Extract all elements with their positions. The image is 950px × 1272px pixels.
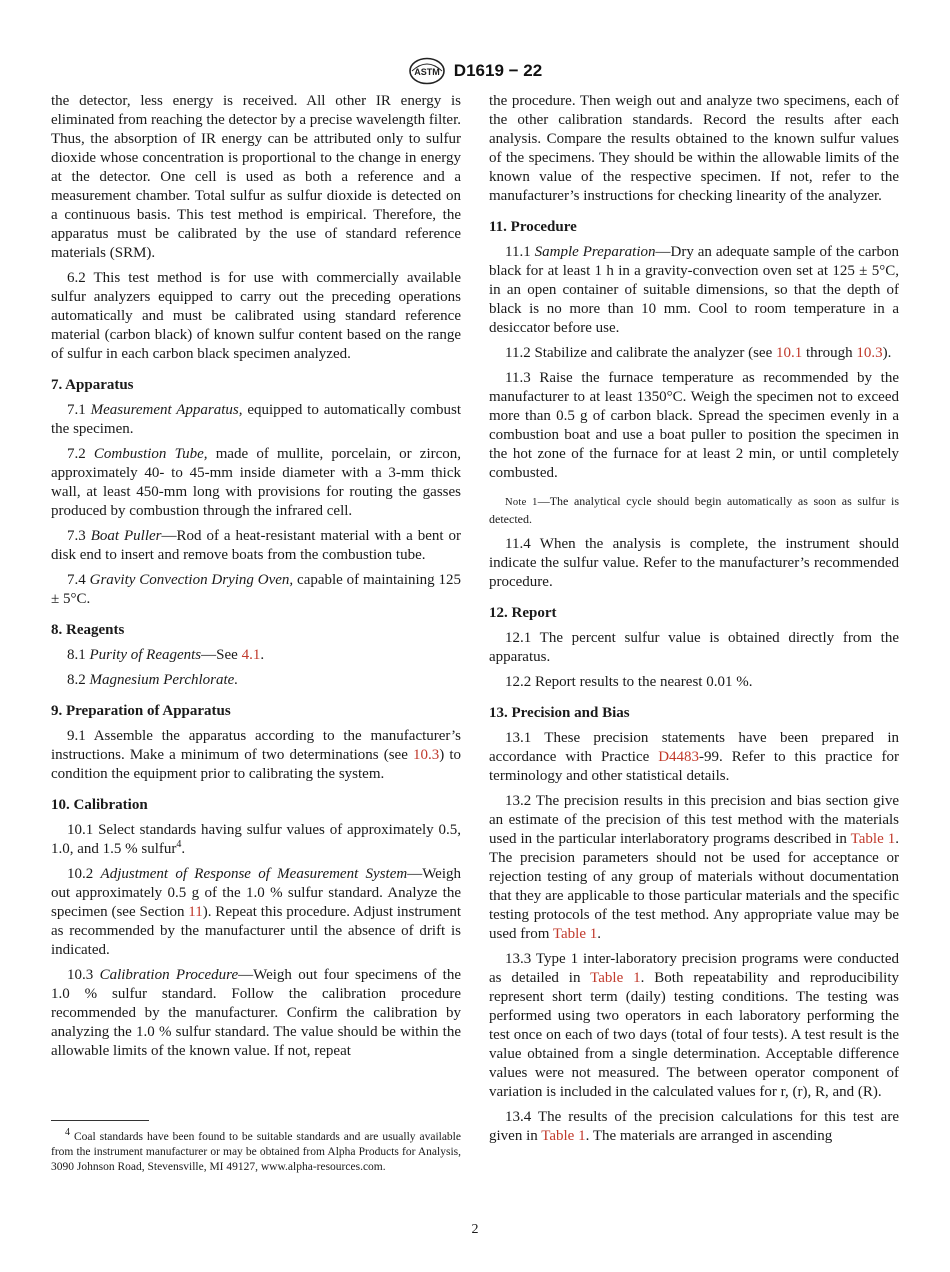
astm-logo-icon [408, 57, 446, 85]
ref-link-table-1[interactable]: Table 1 [541, 1128, 586, 1144]
paragraph-11-3: 11.3 Raise the furnace temperature as recommended by the manufacturer to at least 1350°C. Weigh the specimen not to exceed more than 0.5 g of carbon black. Spread the specimen evenly in a combustion boat and use a boat puller to position the specimen in the hot zone of the furnace for at least 2 min, or until completely combusted. [489, 370, 899, 481]
paragraph-7-3: 7.3 Boat Puller—Rod of a heat-resistant material with a bent or disk end to insert and remove boats from the combustion tube. [51, 528, 461, 563]
section-12-heading: 12. Report [489, 605, 557, 621]
paragraph-10-3-continued: the procedure. Then weigh out and analyze two specimens, each of the other calibration standards. Record the results after each analysis. Compare the results obtained to the known sulfur values of the specimens. They should be within the allowable limits of the known value of the respective specimen. If not, refer to the manufacturer’s instructions for checking linearity of the analyzer. [489, 93, 899, 204]
section-9-heading: 9. Preparation of Apparatus [51, 703, 231, 719]
ref-link-10-3[interactable]: 10.3 [412, 747, 440, 763]
section-8-heading: 8. Reagents [51, 622, 125, 638]
section-13-heading: 13. Precision and Bias [489, 705, 630, 721]
note-1: Note 1—The analytical cycle should begin automatically as soon as sulfur is detected. [489, 494, 899, 526]
document-designation: D1619 − 22 [453, 61, 543, 80]
right-column [489, 92, 899, 1152]
paragraph-7-4: 7.4 Gravity Convection Drying Oven, capable of maintaining 125 ± 5°C. [51, 572, 462, 607]
paragraph-12-2: 12.2 Report results to the nearest 0.01 %. [505, 674, 753, 690]
paragraph-8-2: 8.2 Magnesium Perchlorate. [67, 672, 239, 688]
left-column [51, 92, 461, 1067]
paragraph-8-1: 8.1 Purity of Reagents—See 4.1. [67, 647, 265, 663]
section-7-heading: 7. Apparatus [51, 377, 134, 393]
ref-link-d4483[interactable]: D4483 [658, 749, 700, 765]
ref-link-table-1[interactable]: Table 1 [850, 831, 896, 847]
paragraph-6-2: 6.2 This test method is for use with commercially available sulfur analyzers equipped to carry out the preceding operations automatically and must be calibrated using standard reference material (carbon black) of known sulfur content based on the range of sulfur in each carbon black specimen analyzed. [51, 270, 461, 362]
paragraph-11-1: 11.1 Sample Preparation—Dry an adequate sample of the carbon black for at least 1 h in a gravity-convection oven set at 125 ± 5°C, in an open container of suitable dimensions, so that the depth of black is no more than 10 mm. Cool to room temperature in a desiccator before use. [489, 244, 899, 336]
ref-link-section-11[interactable]: 11 [188, 904, 203, 920]
footnote-marker: 4 [176, 839, 182, 850]
paragraph-6-1-continued: the detector, less energy is received. All other IR energy is eliminated from reaching the detector by a precise wavelength filter. Thus, the absorption of IR energy can be attributed only to sulfur dioxide whose concentration is proportional to the change in energy at the detector. One cell is used as both a reference and a measurement chamber. Total sulfur as sulfur dioxide is detected on a continuous basis. This test method is empirical. Therefore, the apparatus must be calibrated by the use of standard reference materials (SRM). [51, 93, 461, 261]
ref-link-4-1[interactable]: 4.1 [241, 647, 261, 663]
paragraph-7-2: 7.2 Combustion Tube, made of mullite, porcelain, or zircon, approximately 40- to 45-mm inside diameter with a 3-mm thick wall, at least 450-mm long with provisions for routing the gasses produced by combustion through the infrared cell. [51, 446, 462, 519]
ref-link-table-1[interactable]: Table 1 [590, 970, 641, 986]
ref-link-table-1[interactable]: Table 1 [552, 926, 598, 942]
paragraph-11-2: 11.2 Stabilize and calibrate the analyzer (see 10.1 through 10.3). [505, 345, 892, 361]
paragraph-13-1: 13.1 These precision statements have been prepared in accordance with Practice D4483-99. Refer to this practice for terminology and other statistical details. [489, 730, 899, 784]
paragraph-10-2: 10.2 Adjustment of Response of Measurement System—Weigh out approximately 0.5 g of the 1.0 % sulfur standard. Analyze the specimen (see Section 11). Repeat this procedure. Adjust instrument as recommended by the manufacturer until the absence of drift is indicated. [51, 866, 461, 958]
paragraph-10-3: 10.3 Calibration Procedure—Weigh out four specimens of the 1.0 % sulfur standard. Follow the calibration procedure recommended by the manufacturer. Confirm the calibration by analyzing the 1.0 % sulfur standard. The value should be within the allowable limits of the known value. If not, repeat [51, 967, 461, 1059]
ref-link-10-1[interactable]: 10.1 [775, 345, 803, 361]
footnote-divider [51, 1120, 149, 1121]
paragraph-13-3: 13.3 Type 1 inter-laboratory precision programs were conducted as detailed in Table 1. Both repeatability and reproducibility represent short term (daily) testing conditions. The testing was performed using two operators in each laboratory performing the test once on each of two days (total of four tests). A test result is the value obtained from a single determination. Acceptable difference values were not measured. The between operator component of variation is included in the calculated values for r, (r), R, and (R). [489, 951, 899, 1100]
footnote-4: $^4$ Coal standards have been found to be suitable standards and are usually available from the instrument manufacturer or may be obtained from Alpha Products for Analysis, 3090 Johnson Road, Stevensville, MI 49127, www.alpha-resources.com. [51, 1127, 461, 1173]
paragraph-7-1: 7.1 Measurement Apparatus, equipped to automatically combust the specimen. [51, 402, 461, 437]
paragraph-9-1: 9.1 Assemble the apparatus according to the manufacturer’s instructions. Make a minimum of two determinations (see 10.3) to condition the equipment prior to calibrating the system. [51, 728, 461, 782]
page-number: 2 [471, 1222, 479, 1237]
paragraph-10-1: 10.1 Select standards having sulfur values of approximately 0.5, 1.0, and 1.5 % sulfur$^4$. [51, 822, 461, 857]
paragraph-13-4: 13.4 The results of the precision calculations for this test are given in Table 1. The materials are arranged in ascending [489, 1109, 899, 1144]
paragraph-11-4: 11.4 When the analysis is complete, the instrument should indicate the sulfur value. Refer to the manufacturer’s recommended procedure. [489, 536, 899, 590]
svg-text:ASTM: ASTM [414, 67, 440, 77]
ref-link-10-3[interactable]: 10.3 [856, 345, 883, 361]
paragraph-12-1: 12.1 The percent sulfur value is obtained directly from the apparatus. [489, 630, 899, 665]
section-10-heading: 10. Calibration [51, 797, 148, 813]
paragraph-13-2: 13.2 The precision results in this precision and bias section give an estimate of the precision of this test method with the materials used in the particular interlaboratory programs described in Table 1. The precision parameters should not be used for acceptance or rejection testing of any group of materials without documentation that they are applicable to those particular materials and the specific testing protocols of the test method. Any appropriate value may be used from Table 1. [489, 793, 899, 942]
section-11-heading: 11. Procedure [489, 219, 577, 235]
page-header [0, 56, 950, 86]
